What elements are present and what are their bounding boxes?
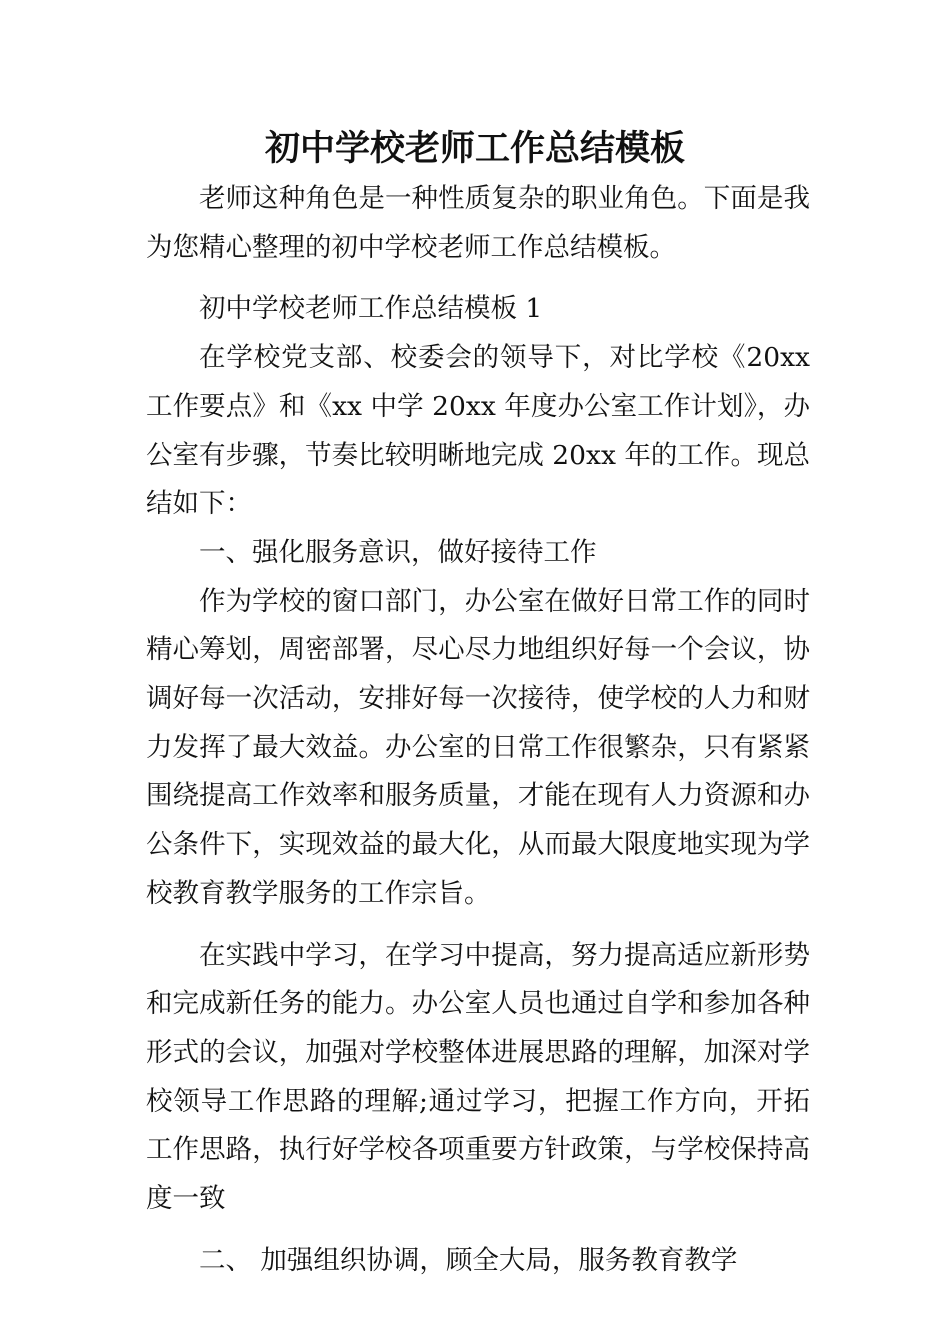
intro-paragraph: 老师这种角色是一种性质复杂的职业角色。下面是我为您精心整理的初中学校老师工作总结模板。 [146, 183, 810, 263]
template-heading: 初中学校老师工作总结模板 1 [199, 293, 543, 325]
section-1-paragraph-2: 在实践中学习，在学习中提高，努力提高适应新形势和完成新任务的能力。办公室人员也通过自学和参加各种形式的会议，加强对学校整体进展思路的理解，加深对学校领导工作思路的理解;通过学习，把握工作方向，开拓工作思路，执行好学校各项重要方针政策，与学校保持高度一致 [146, 939, 810, 1215]
document-title: 初中学校老师工作总结模板 [264, 128, 685, 169]
section-1-paragraph-1: 作为学校的窗口部门，办公室在做好日常工作的同时精心筹划，周密部署，尽心尽力地组织好每一个会议，协调好每一次活动，安排好每一次接待，使学校的人力和财力发挥了最大效益。办公室的日常工作很繁杂，只有紧紧围绕提高工作效率和服务质量，才能在现有人力资源和办公条件下，实现效益的最大化，从而最大限度地实现为学校教育教学服务的工作宗旨。 [146, 585, 810, 909]
section-heading-1: 一、强化服务意识，做好接待工作 [199, 536, 597, 568]
summary-paragraph: 在学校党支部、校委会的领导下，对比学校《20xx 工作要点》和《xx 中学 20xx 年度办公室工作计划》，办公室有步骤，节奏比较明晰地完成 20xx 年的工作。现总结如下： [146, 342, 810, 520]
document-body [146, 175, 810, 1285]
section-heading-2: 二、 加强组织协调，顾全大局，服务教育教学 [199, 1244, 738, 1276]
